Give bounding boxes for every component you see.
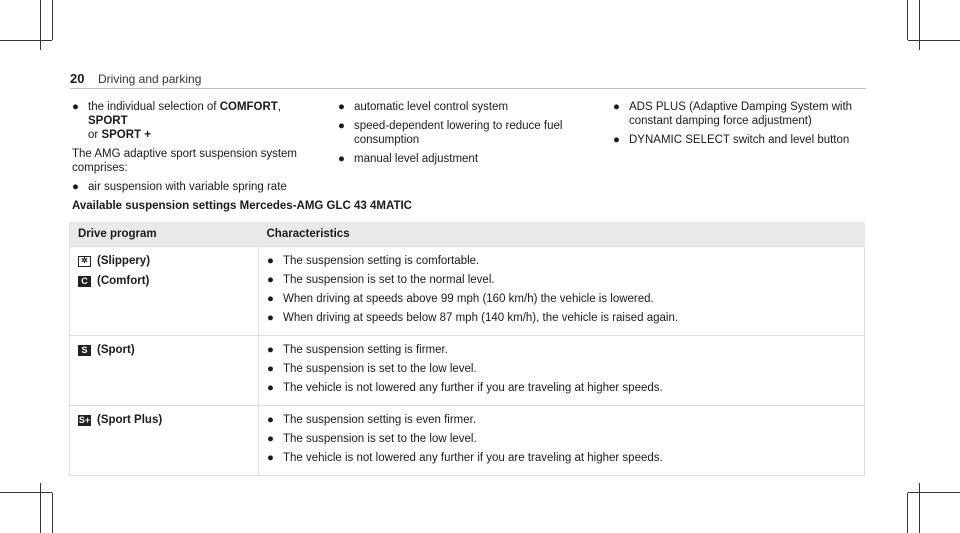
bullet-icon: ●: [267, 255, 274, 267]
bullet-icon: ●: [613, 101, 620, 113]
list-item: ● The suspension is set to the low level.: [267, 363, 477, 375]
intro-paragraph: The AMG adaptive sport suspension system comprises:: [72, 148, 297, 174]
crop-mark: [907, 493, 908, 533]
list-item: ● When driving at speeds above 99 mph (160 km/h) the vehicle is lowered.: [267, 293, 654, 305]
drive-program-cell: [70, 406, 259, 476]
drive-program-mode: [78, 274, 250, 288]
crop-mark: [907, 0, 908, 40]
bullet-icon: ●: [267, 382, 274, 394]
section-title: Available suspension settings Mercedes-AMG GLC 43 4MATIC: [72, 200, 412, 212]
intro-column-1: [72, 100, 312, 199]
bullet-icon: ●: [267, 293, 274, 305]
bullet-icon: ●: [338, 153, 345, 165]
list-item: ● The suspension setting is comfortable.: [267, 255, 480, 267]
drive-program-mode: [78, 343, 250, 357]
list-item: ● The suspension is set to the normal level.: [267, 274, 495, 286]
bullet-icon: ●: [267, 414, 274, 426]
drive-program-cell: [70, 336, 259, 406]
sport-s-icon: S: [78, 345, 91, 356]
drive-program-mode: [78, 413, 250, 427]
bullet-icon: ●: [72, 101, 79, 113]
crop-mark: [908, 40, 960, 41]
list-item: ● ADS PLUS (Adaptive Damping System with constant damping force adjustment): [613, 101, 853, 127]
crop-mark: [40, 0, 41, 50]
bullet-icon: ●: [267, 433, 274, 445]
crop-mark: [0, 40, 52, 41]
page-header-title: Driving and parking: [98, 72, 202, 86]
bullet-icon: ●: [613, 134, 620, 146]
list-item: ● The suspension setting is even firmer.: [267, 414, 477, 426]
crop-mark: [908, 492, 960, 493]
list-item: ● The vehicle is not lowered any further if you are traveling at higher speeds.: [267, 452, 663, 464]
drive-program-label: (Slippery): [97, 255, 151, 267]
characteristics-cell: [259, 406, 865, 476]
list-item: ● The suspension is set to the low level.: [267, 433, 477, 445]
page-number: 20: [70, 71, 85, 86]
drive-program-label: (Sport Plus): [97, 414, 163, 426]
list-item: ● The vehicle is not lowered any further if you are traveling at higher speeds.: [267, 382, 663, 394]
drive-program-label: (Sport): [97, 344, 135, 356]
table-row: [70, 247, 865, 336]
characteristics-cell: [259, 247, 865, 336]
suspension-settings-table: [69, 222, 865, 476]
crop-mark: [52, 0, 53, 40]
crop-mark: [52, 493, 53, 533]
bullet-icon: ●: [338, 101, 345, 113]
bullet-icon: ●: [267, 363, 274, 375]
crop-mark: [919, 0, 920, 50]
sport-plus-s-icon: S+: [78, 415, 91, 425]
comfort-c-icon: C: [78, 276, 91, 287]
column-header-characteristics: Characteristics: [259, 222, 865, 247]
bullet-icon: ●: [267, 274, 274, 286]
crop-mark: [0, 492, 52, 493]
intro-column-3: [613, 100, 863, 152]
list-item: ● DYNAMIC SELECT switch and level button: [613, 134, 850, 146]
table-row: [70, 406, 865, 476]
header-rule: [70, 88, 866, 89]
bullet-icon: ●: [267, 452, 274, 464]
crop-mark: [40, 483, 41, 533]
bullet-icon: ●: [267, 312, 274, 324]
table-header-row: [70, 222, 865, 247]
characteristics-cell: [259, 336, 865, 406]
list-item: ● When driving at speeds below 87 mph (140 km/h), the vehicle is raised again.: [267, 312, 679, 324]
list-item: ● The suspension setting is firmer.: [267, 344, 448, 356]
list-item: ● the individual selection of COMFORT, SPORT or SPORT +: [72, 101, 282, 141]
bullet-icon: ●: [338, 120, 345, 132]
table-row: [70, 336, 865, 406]
list-item: ● air suspension with variable spring rate: [72, 181, 287, 193]
slippery-icon: ✲: [78, 256, 91, 267]
list-item: ● manual level adjustment: [338, 153, 479, 165]
bullet-icon: ●: [267, 344, 274, 356]
drive-program-mode: [78, 254, 250, 268]
list-item: ● automatic level control system: [338, 101, 509, 113]
bullet-icon: ●: [72, 181, 79, 193]
intro-column-2: [338, 100, 588, 171]
drive-program-cell: [70, 247, 259, 336]
list-item: ● speed-dependent lowering to reduce fuel consumption: [338, 120, 563, 146]
column-header-drive-program: Drive program: [70, 222, 259, 247]
crop-mark: [919, 483, 920, 533]
drive-program-label: (Comfort): [97, 275, 150, 287]
